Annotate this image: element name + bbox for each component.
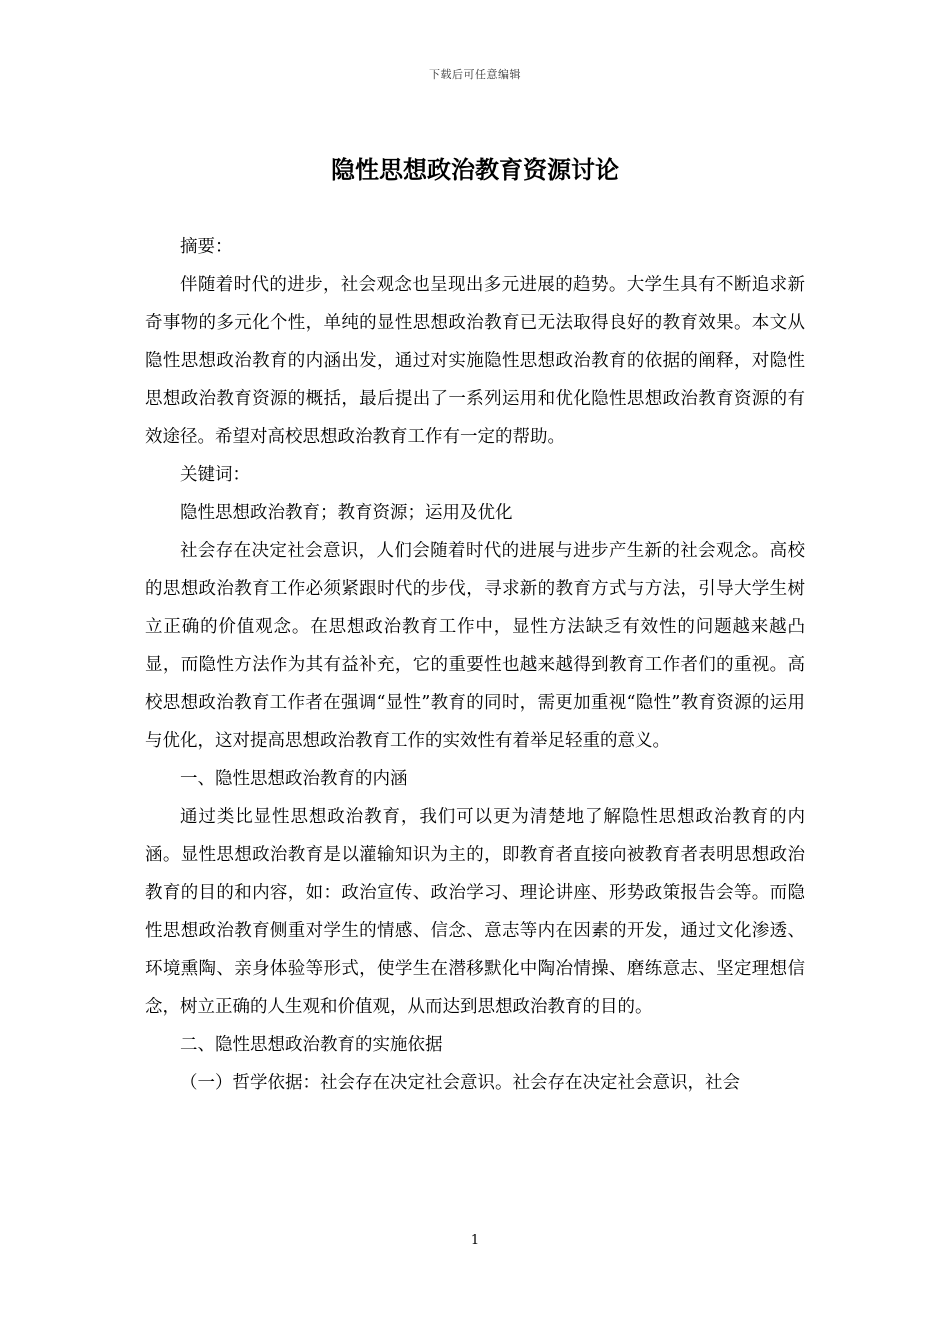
section-1-paragraph: 通过类比显性思想政治教育，我们可以更为清楚地了解隐性思想政治教育的内涵。显性思想政治教育是以灌输知识为主的，即教育者直接向被教育者表明思想政治教育的目的和内容，如：政治宣传、政治学习、理论讲座、形势政策报告会等。而隐性思想政治教育侧重对学生的情感、信念、意志等内在因素的开发，通过文化渗透、环境熏陶、亲身体验等形式，使学生在潜移默化中陶冶情操、磨练意志、坚定理想信念，树立正确的人生观和价值观，从而达到思想政治教育的目的。 <box>145 807 805 1017</box>
section-heading-2: 二、隐性思想政治教育的实施依据 <box>180 1035 443 1055</box>
intro-paragraph: 社会存在决定社会意识，人们会随着时代的进展与进步产生新的社会观念。高校的思想政治教育工作必须紧跟时代的步伐，寻求新的教育方式与方法，引导大学生树立正确的价值观念。在思想政治教育工作中，显性方法缺乏有效性的问题越来越凸显，而隐性方法作为其有益补充，它的重要性也越来越得到教育工作者们的重视。高校思想政治教育工作者在强调“显性”教育的同时，需更加重视“隐性”教育资源的运用与优化，这对提高思想政治教育工作的实效性有着举足轻重的意义。 <box>145 541 805 751</box>
document-body <box>145 228 805 1102</box>
abstract-heading: 摘要： <box>180 237 233 257</box>
subsection-paragraph: （一）哲学依据：社会存在决定社会意识。社会存在决定社会意识，社会 <box>180 1073 740 1093</box>
keywords-list: 隐性思想政治教育；教育资源；运用及优化 <box>180 503 513 523</box>
keywords-heading: 关键词： <box>180 465 250 485</box>
document-title: 隐性思想政治教育资源讨论 <box>331 156 619 184</box>
section-heading-1: 一、隐性思想政治教育的内涵 <box>180 769 408 789</box>
header-note: 下载后可任意编辑 <box>429 68 521 81</box>
page-number: 1 <box>470 1233 480 1248</box>
abstract-paragraph: 伴随着时代的进步，社会观念也呈现出多元进展的趋势。大学生具有不断追求新奇事物的多元化个性，单纯的显性思想政治教育已无法取得良好的教育效果。本文从隐性思想政治教育的内涵出发，通过对实施隐性思想政治教育的依据的阐释，对隐性思想政治教育资源的概括，最后提出了一系列运用和优化隐性思想政治教育资源的有效途径。希望对高校思想政治教育工作有一定的帮助。 <box>145 275 805 447</box>
